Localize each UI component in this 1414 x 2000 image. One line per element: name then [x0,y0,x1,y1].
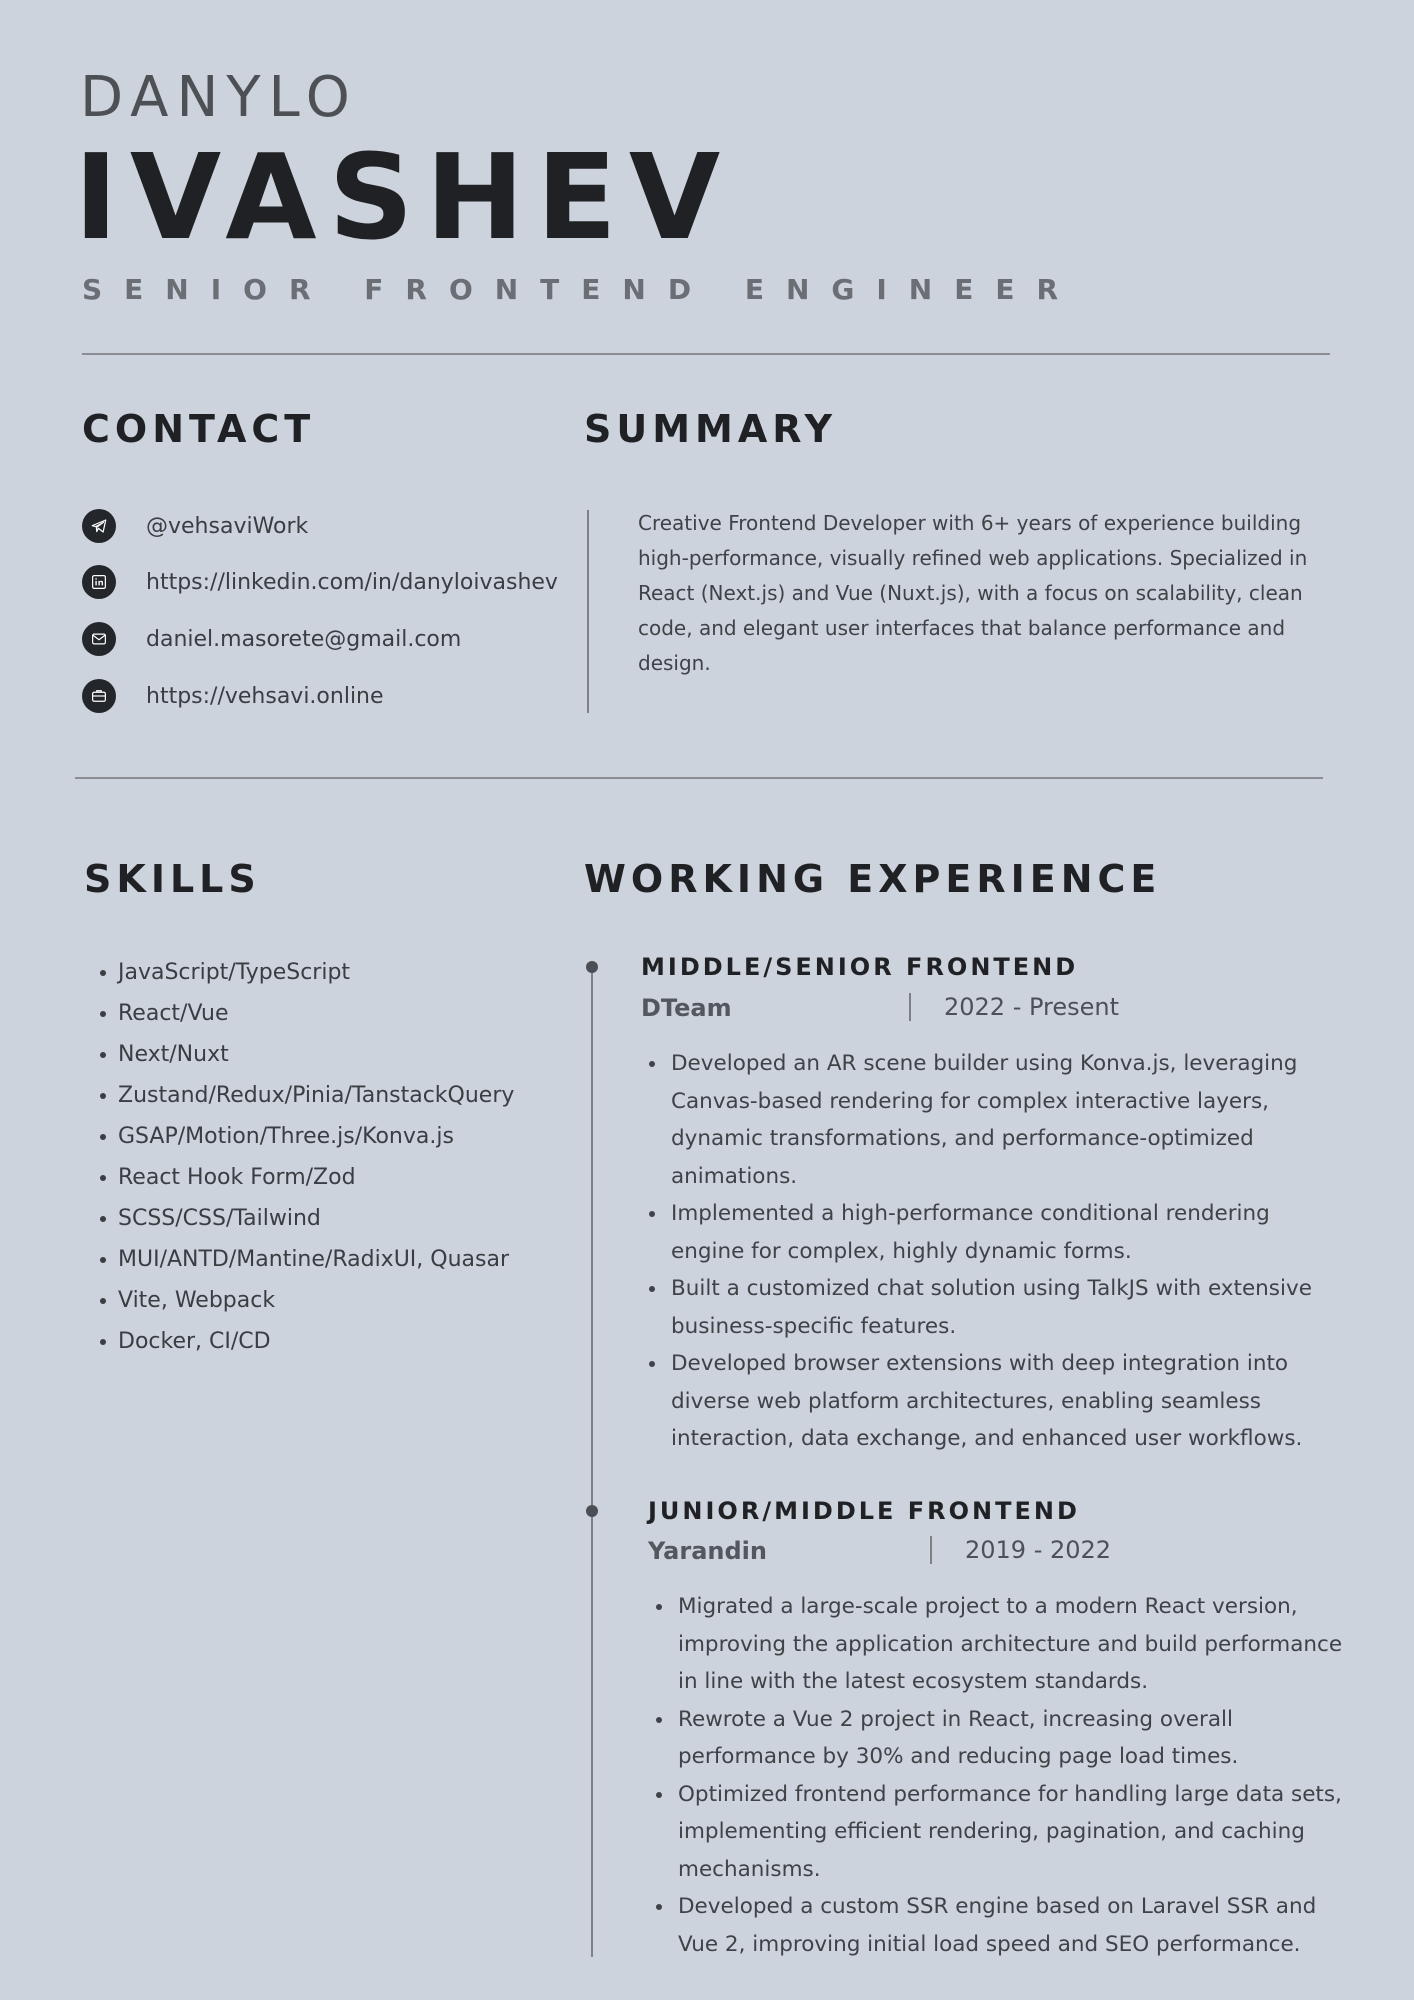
portfolio-icon [82,679,116,713]
contact-linkedin[interactable] [82,564,558,600]
last-name: IVASHEV [74,128,733,266]
job-meta-divider [930,1536,932,1564]
job-title: SENIOR FRONTEND ENGINEER [82,273,1081,306]
skill-item: GSAP/Motion/Three.js/Konva.js [92,1116,514,1157]
summary-divider [587,510,589,713]
timeline-dot [586,1505,598,1517]
skill-item: Next/Nuxt [92,1034,514,1075]
job-bullets-2 [650,1588,1344,1963]
contact-website-text: https://vehsavi.online [146,683,384,709]
skill-item: JavaScript/TypeScript [92,952,514,993]
contact-email[interactable] [82,621,558,657]
job-bullet: Optimized frontend performance for handling large data sets, implementing efficient rendering, pagination, and caching mechanisms. [650,1776,1344,1889]
skills-heading: SKILLS [84,857,261,901]
section-divider [75,777,1323,779]
job-bullet: Developed a custom SSR engine based on Laravel SSR and Vue 2, improving initial load speed and SEO performance. [650,1888,1344,1963]
header-divider [82,353,1330,355]
contact-telegram[interactable] [82,508,558,544]
job-bullet: Migrated a large-scale project to a modern React version, improving the application architecture and build performance in line with the latest ecosystem standards. [650,1588,1344,1701]
skill-item: Vite, Webpack [92,1280,514,1321]
job-company-2: Yarandin [648,1537,767,1565]
job-bullet: Built a customized chat solution using TalkJS with extensive business-specific features. [643,1270,1343,1345]
job-meta-divider [909,993,911,1021]
summary-text: Creative Frontend Developer with 6+ years of experience building high-performance, visually refined web applications. Specialized in React (Next.js) and Vue (Nuxt.js), with a focus on scalability, clean code, and elegant user interfaces that balance performance and design. [638,511,1308,675]
contact-list [82,508,558,714]
job-bullet: Developed an AR scene builder using Konva.js, leveraging Canvas-based rendering for complex interactive layers, dynamic transformations, and performance-optimized animations. [643,1045,1343,1195]
contact-email-text: daniel.masorete@gmail.com [146,626,462,652]
job-bullet: Rewrote a Vue 2 project in React, increasing overall performance by 30% and reducing page load times. [650,1701,1344,1776]
email-icon [82,622,116,656]
first-name: DANYLO [80,65,358,130]
contact-linkedin-text: https://linkedin.com/in/danyloivashev [146,569,558,595]
linkedin-icon [82,565,116,599]
telegram-icon [82,509,116,543]
contact-telegram-text: @vehsaviWork [146,513,309,539]
skill-item: Zustand/Redux/Pinia/TanstackQuery [92,1075,514,1116]
job-bullet: Developed browser extensions with deep integration into diverse web platform architectures, enabling seamless interaction, data exchange, and enhanced user workflows. [643,1345,1343,1458]
job-title-1: MIDDLE/SENIOR FRONTEND [641,953,1079,981]
job-company-1: DTeam [641,994,732,1022]
contact-heading: CONTACT [82,407,316,451]
skill-item: React Hook Form/Zod [92,1157,514,1198]
job-bullet: Implemented a high-performance conditional rendering engine for complex, highly dynamic forms. [643,1195,1343,1270]
summary-heading: SUMMARY [584,407,837,451]
job-title-2: JUNIOR/MIDDLE FRONTEND [648,1497,1080,1525]
timeline-dot [586,961,598,973]
skills-list [92,952,514,1362]
contact-website[interactable] [82,678,558,714]
job-bullets-1 [643,1045,1343,1458]
skill-item: React/Vue [92,993,514,1034]
job-period-1: 2022 - Present [944,993,1120,1021]
experience-timeline [591,967,593,1957]
skill-item: Docker, CI/CD [92,1321,514,1362]
skill-item: SCSS/CSS/Tailwind [92,1198,514,1239]
job-period-2: 2019 - 2022 [965,1536,1112,1564]
skill-item: MUI/ANTD/Mantine/RadixUI, Quasar [92,1239,514,1280]
experience-heading: WORKING EXPERIENCE [584,857,1162,901]
